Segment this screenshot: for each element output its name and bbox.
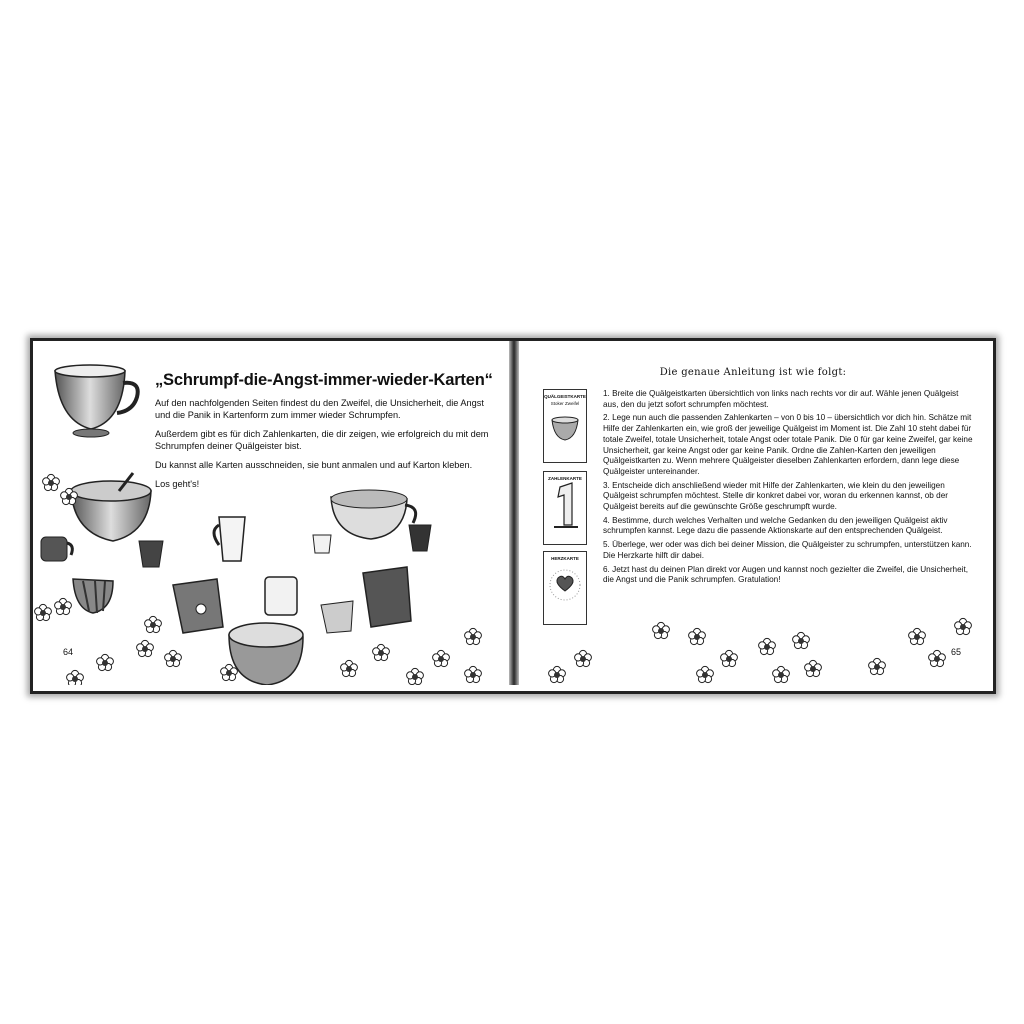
- page-number-right: 65: [951, 647, 962, 657]
- instructions-list: [603, 389, 973, 589]
- cups-and-flowers-illustration: [33, 341, 511, 685]
- quaelgeist-card: [543, 389, 587, 463]
- instruction-step: 2. Lege nun auch die passenden Zahlenkarten – von 0 bis 10 – übersichtlich vor dich hin. Schätze mit Hilfe der Zahlenkarten ein, wie groß der jeweilige Quälgeist im Moment ist. Die Zahl 10 steht dabei für totale Zweifel, totale Unsicherheit, totale Angst oder totale Panik. Die 0 für gar keine Zweifel, gar keine Unsicherheit, gar keine Angst oder gar keine Panik. Ordne die Zahlen-Karten den jeweiligen Quälgeistkarten zu. Wenn mehrere Quälgeister dieselben Zahlenkarten erfordern, dann lege diese Quälgeister untereinander.: [603, 413, 973, 476]
- mug-flowered: [173, 579, 223, 633]
- instruction-step: 5. Überlege, wer oder was dich bei deiner Mission, die Quälgeister zu schrumpfen, unterstützen kann. Die Herzkarte hilft dir dabei.: [603, 540, 972, 560]
- intro-paragraph: Außerdem gibt es für dich Zahlenkarten, die dir zeigen, wie erfolgreich du mit dem Schrumpfen deiner Quälgeister bist.: [155, 429, 489, 451]
- right-page: [517, 341, 989, 685]
- cup-teal: [321, 601, 353, 633]
- mug-small-left: [41, 537, 72, 561]
- intro-paragraph: Du kannst alle Karten ausschneiden, sie bunt anmalen und auf Karton kleben.: [155, 460, 473, 470]
- number-one-icon: [544, 481, 586, 533]
- cup-black: [409, 525, 431, 551]
- bowl-bottom: [229, 623, 303, 685]
- cup-dark-small: [139, 541, 163, 567]
- page-number-left: 64: [63, 647, 74, 657]
- instruction-step: 1. Breite die Quälgeistkarten übersichtlich von links nach rechts vor dir auf. Wähle jenen Quälgeist aus, den du jetzt sofort schrumpfen möchtest.: [603, 389, 959, 409]
- cup-tall-white: [214, 517, 245, 561]
- instruction-step: 4. Bestimme, durch welches Verhalten und welche Gedanken du den jeweiligen Quälgeist aktiv schrumpfen kannst. Lege dazu die passende Aktionskarte auf den entsprechenden Quälgeist.: [603, 515, 948, 536]
- cup-tiny: [313, 535, 331, 553]
- zahlen-card: [543, 471, 587, 545]
- instruction-step: 6. Jetzt hast du deinen Plan direkt vor Augen und kannst noch gezielter die Zweifel, die Unsicherheit, die Angst und die Panik schrumpfen. Gratulation!: [603, 564, 969, 585]
- teacup-bowl: [71, 473, 151, 541]
- cup-striped: [73, 579, 113, 613]
- card-title: ZAHLENKARTE: [548, 476, 582, 481]
- heart-icon: [544, 561, 586, 613]
- instructions-title: Die genaue Anleitung ist wie folgt:: [659, 367, 847, 378]
- mug-dark-big: [363, 567, 411, 627]
- left-page: [33, 341, 511, 685]
- intro-text: [155, 397, 490, 497]
- cup-right-bowl: [331, 490, 416, 539]
- card-subtitle: Stoker Zweifel: [550, 401, 580, 406]
- card-title: QUÄLGEISTKARTE: [544, 394, 586, 399]
- card-title: HERZKARTE: [551, 556, 579, 561]
- instruction-step: 3. Entscheide dich anschließend wieder mit Hilfe der Zahlenkarten, wie klein du den jeweiligen Quälgeist schrumpfen möchtest. Stelle dir konkret dabei vor, woran du erkennen kannst, ob der Quälgeist bereits auf die gewünschte Größe geschrumpft wurde.: [603, 480, 948, 512]
- intro-paragraph: Auf den nachfolgenden Seiten findest du den Zweifel, die Unsicherheit, die Angst und die Panik in Kartenform zum immer wieder Schrumpfen.: [155, 398, 484, 420]
- page-title: „Schrumpf-die-Angst-immer-wieder-Karten“: [155, 371, 493, 389]
- intro-paragraph: Los geht's!: [155, 479, 200, 489]
- cup-icon: [544, 406, 586, 446]
- mug-white: [265, 577, 297, 615]
- book-spread: [30, 338, 996, 694]
- herz-card: [543, 551, 587, 625]
- teacup-large: [55, 365, 138, 437]
